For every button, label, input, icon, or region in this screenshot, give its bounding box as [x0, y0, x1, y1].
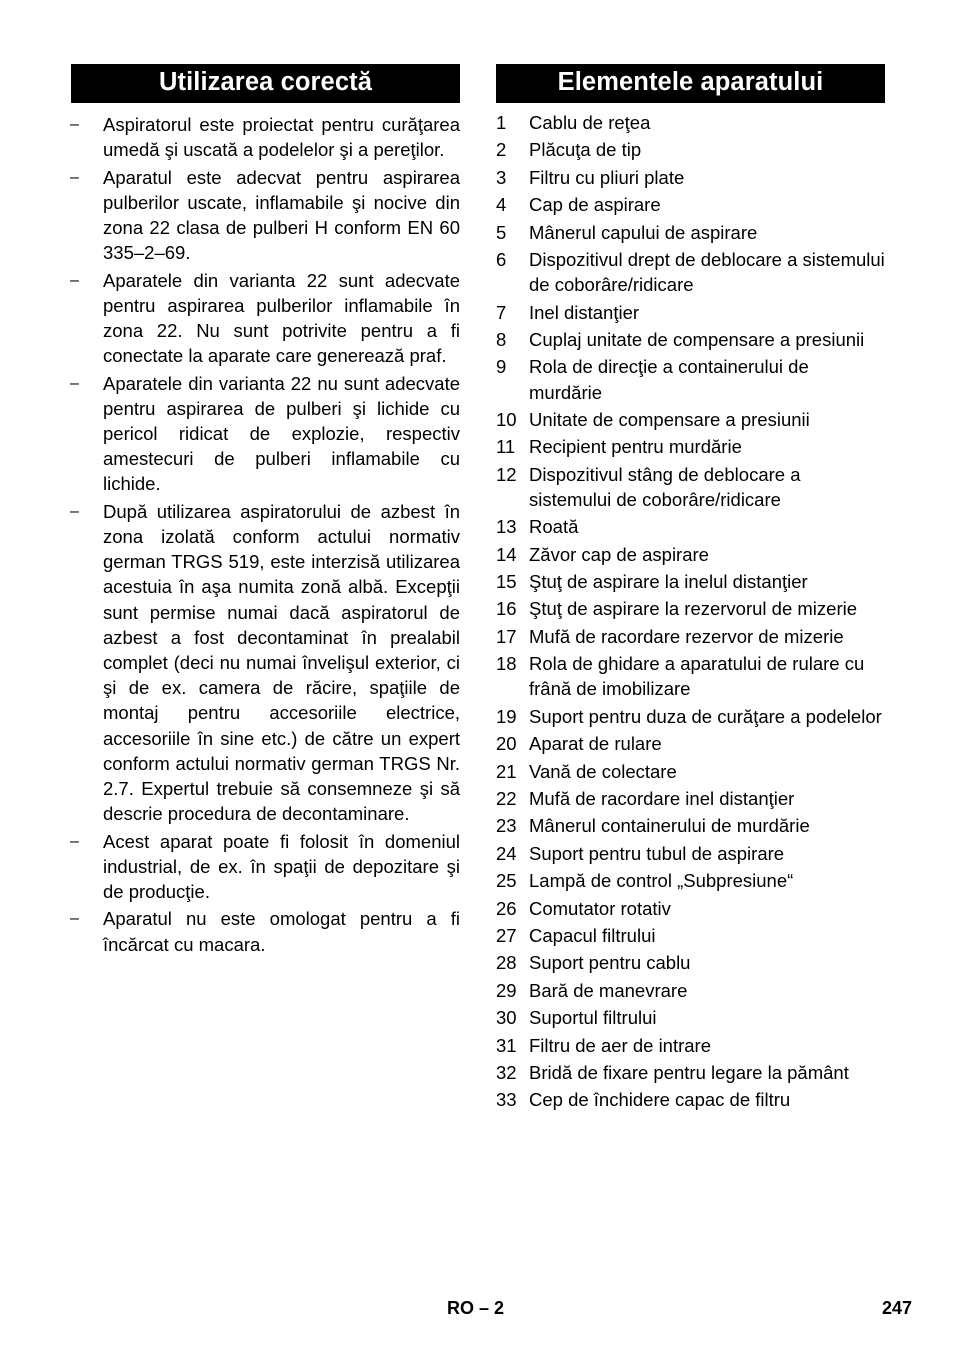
parts-item — [496, 978, 885, 1003]
parts-item-text: Zăvor cap de aspirare — [529, 543, 709, 565]
parts-item-text: Inel distanţier — [529, 301, 640, 323]
usage-item — [71, 499, 460, 827]
usage-item-text: După utilizarea aspiratorului de azbest în zona izolată conform actului normativ german TRGS 519, este interzisă utilizarea acestuia în aşa numita zonă albă. Excepţii sunt permise numai dacă aspiratorul de azbest a fost decontaminat în prealabil complet (deci nu numai învelişul exterior, ci şi de ex. camera de răcire, spaţiile de montaj pentru accesoriile electrice, accesoriile în sine etc.) de către un expert conform actului normativ german TRGS Nr. 2.7. Expertul trebuie să consemneze şi să descrie procedura de decontaminare. — [103, 500, 460, 825]
parts-item-text: Comutator rotativ — [529, 897, 671, 919]
parts-item — [496, 596, 885, 621]
parts-item-text: Cuplaj unitate de compensare a presiunii — [529, 328, 865, 350]
parts-item — [496, 868, 885, 893]
parts-item-text: Filtru de aer de intrare — [529, 1034, 712, 1056]
footer-section-ref: RO – 2 — [447, 1298, 505, 1318]
parts-item-number: 22 — [496, 788, 517, 810]
usage-item-text: Acest aparat poate fi folosit în domeniul industrial, de ex. în spaţii de depozitare şi de producţie. — [103, 830, 460, 903]
parts-item — [496, 841, 885, 866]
parts-item-number: 26 — [496, 897, 517, 919]
bullet-dash: – — [70, 832, 79, 850]
parts-item-text: Suport pentru duza de curăţare a podelelor — [529, 705, 882, 727]
parts-item — [496, 110, 885, 135]
parts-item — [496, 786, 885, 811]
parts-item — [496, 704, 885, 729]
parts-item-text: Roată — [529, 516, 579, 538]
parts-item-number: 33 — [496, 1089, 517, 1111]
parts-item-number: 15 — [496, 571, 517, 593]
parts-item — [496, 300, 885, 325]
page-number: 247 — [881, 1298, 912, 1318]
parts-item-text: Suportul filtrului — [529, 1007, 657, 1029]
parts-item-text: Filtru cu pliuri plate — [529, 166, 685, 188]
parts-item — [496, 354, 885, 404]
usage-item — [71, 906, 460, 956]
parts-item — [496, 1060, 885, 1085]
parts-item-text: Cap de aspirare — [529, 194, 661, 216]
parts-item-text: Dispozitivul drept de deblocare a sistemului de coborâre/ridicare — [529, 248, 885, 296]
parts-item — [496, 923, 885, 948]
parts-item-text: Suport pentru tubul de aspirare — [529, 842, 785, 864]
bullet-dash: – — [70, 910, 79, 928]
parts-item — [496, 192, 885, 217]
parts-item-number: 28 — [496, 952, 517, 974]
bullet-dash: – — [70, 374, 79, 392]
parts-item-number: 20 — [496, 733, 517, 755]
parts-item-text: Unitate de compensare a presiunii — [529, 408, 810, 430]
parts-item-number: 2 — [496, 139, 507, 161]
parts-item — [496, 731, 885, 756]
bullet-dash: – — [70, 502, 79, 520]
bullet-dash: – — [70, 116, 79, 133]
parts-item-text: Bară de manevrare — [529, 979, 688, 1001]
parts-section — [496, 64, 885, 1115]
usage-item-text: Aparatele din varianta 22 sunt adecvate pentru aspirarea pulberilor inflamabile în zona 22. Nu sunt potrivite pentru a fi conectate la aparate care generează praf. — [103, 269, 460, 367]
parts-item-text: Mânerul containerului de murdărie — [529, 815, 810, 837]
usage-item — [71, 371, 460, 497]
usage-item-text: Aparatul nu este omologat pentru a fi încărcat cu macara. — [103, 908, 460, 955]
parts-item — [496, 569, 885, 594]
parts-item-number: 12 — [496, 463, 517, 485]
usage-heading: Utilizarea corectă — [71, 64, 460, 103]
parts-item-number: 27 — [496, 924, 517, 946]
parts-item — [496, 1087, 885, 1112]
parts-item-text: Rola de direcţie a containerului de murdărie — [529, 356, 809, 403]
parts-item-text: Cablu de reţea — [529, 112, 651, 133]
usage-item — [71, 829, 460, 905]
usage-item-text: Aparatul este adecvat pentru aspirarea pulberilor uscate, inflamabile şi nocive din zona 22 clasa de pulberi H conform EN 60 335–2–69. — [103, 166, 460, 264]
parts-item-number: 19 — [496, 705, 517, 727]
parts-item-number: 29 — [496, 979, 517, 1001]
bullet-dash: – — [70, 168, 79, 186]
usage-item — [71, 268, 460, 369]
parts-item-text: Lampă de control „Subpresiune“ — [529, 870, 794, 892]
parts-item-text: Plăcuţa de tip — [529, 139, 642, 161]
parts-item — [496, 651, 885, 701]
parts-item — [496, 407, 885, 432]
parts-item-number: 9 — [496, 356, 507, 378]
usage-item-text: Aparatele din varianta 22 nu sunt adecvate pentru aspirarea de pulberi şi lichide cu pericol ridicat de explozie, respectiv amestecuri de pulberi inflamabile cu lichide. — [103, 372, 460, 495]
parts-item — [496, 1005, 885, 1030]
parts-item-text: Dispozitivul stâng de deblocare a sistemului de coborâre/ridicare — [529, 463, 801, 510]
usage-item — [71, 112, 460, 162]
parts-item-number: 25 — [496, 870, 517, 892]
parts-item — [496, 896, 885, 921]
parts-item — [496, 327, 885, 352]
parts-item-number: 10 — [496, 408, 517, 430]
parts-item-text: Aparat de rulare — [529, 733, 662, 755]
parts-item-number: 8 — [496, 328, 507, 350]
parts-item-number: 30 — [496, 1007, 517, 1029]
parts-item-text: Bridă de fixare pentru legare la pământ — [529, 1061, 849, 1083]
parts-item-number: 32 — [496, 1061, 517, 1083]
parts-item-number: 1 — [496, 112, 507, 133]
parts-item-number: 31 — [496, 1034, 517, 1056]
parts-item-text: Vană de colectare — [529, 760, 677, 782]
parts-item-number: 5 — [496, 221, 507, 243]
parts-item-text: Capacul filtrului — [529, 924, 656, 946]
parts-item — [496, 462, 885, 512]
parts-item-number: 13 — [496, 516, 517, 538]
parts-item-text: Mufă de racordare inel distanţier — [529, 788, 795, 810]
parts-item-text: Mufă de racordare rezervor de mizerie — [529, 625, 844, 647]
usage-section — [71, 64, 460, 959]
parts-item-number: 6 — [496, 248, 507, 270]
parts-item-number: 21 — [496, 760, 517, 782]
parts-item — [496, 813, 885, 838]
parts-item-number: 16 — [496, 598, 517, 620]
parts-item-text: Recipient pentru murdărie — [529, 436, 742, 458]
parts-item-number: 18 — [496, 653, 517, 675]
parts-item-number: 4 — [496, 194, 507, 216]
parts-item-number: 17 — [496, 625, 517, 647]
parts-item — [496, 165, 885, 190]
parts-item-text: Mânerul capului de aspirare — [529, 221, 758, 243]
parts-heading: Elementele aparatului — [496, 64, 885, 103]
parts-item-text: Cep de închidere capac de filtru — [529, 1089, 791, 1111]
parts-item-number: 14 — [496, 543, 517, 565]
usage-item-text: Aspiratorul este proiectat pentru curăţarea umedă şi uscată a podelelor şi a pereţilor. — [103, 114, 460, 161]
parts-item — [496, 514, 885, 539]
parts-item-text: Rola de ghidare a aparatului de rulare cu frână de imobilizare — [529, 653, 865, 700]
usage-item — [71, 165, 460, 266]
parts-item-text: Suport pentru cablu — [529, 952, 691, 974]
parts-item — [496, 950, 885, 975]
parts-item — [496, 247, 885, 297]
parts-item — [496, 434, 885, 459]
parts-item — [496, 624, 885, 649]
parts-item-text: Ştuţ de aspirare la rezervorul de mizerie — [529, 598, 858, 620]
parts-list — [496, 110, 885, 1113]
parts-item-number: 11 — [496, 436, 516, 458]
usage-list — [71, 112, 460, 957]
bullet-dash: – — [70, 271, 79, 289]
parts-item — [496, 220, 885, 245]
parts-item — [496, 1033, 885, 1058]
parts-item-number: 24 — [496, 842, 517, 864]
parts-item-number: 3 — [496, 166, 507, 188]
parts-item-number: 7 — [496, 301, 507, 323]
parts-item-text: Ştuţ de aspirare la inelul distanţier — [529, 571, 808, 593]
parts-item — [496, 759, 885, 784]
parts-item — [496, 137, 885, 162]
parts-item — [496, 542, 885, 567]
parts-item-number: 23 — [496, 815, 517, 837]
